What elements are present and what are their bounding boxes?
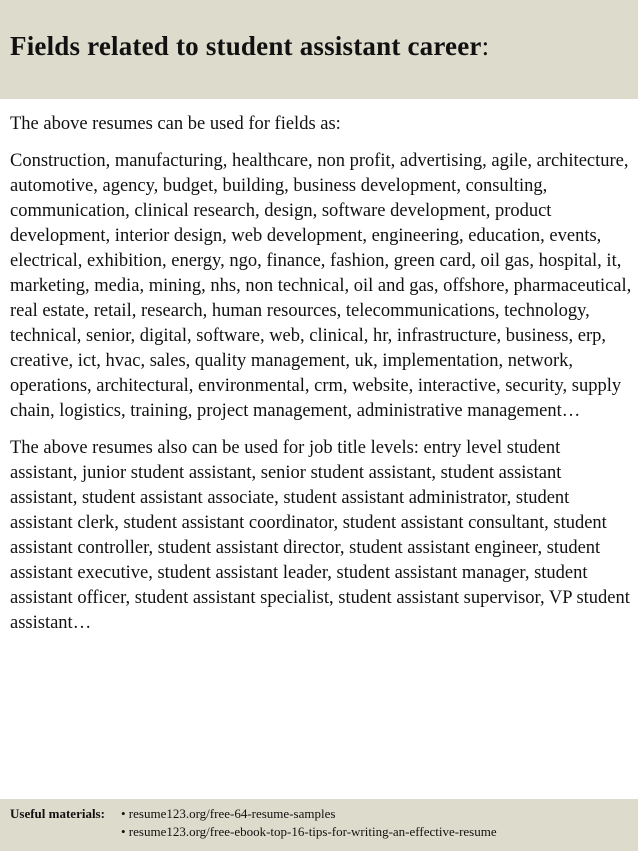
- useful-materials-label: Useful materials: [10, 806, 101, 821]
- useful-materials-list: [121, 805, 497, 841]
- useful-material-link[interactable]: • resume123.org/free-64-resume-samples: [121, 806, 336, 821]
- useful-materials-row: [10, 805, 628, 841]
- main-content: [10, 112, 632, 648]
- fields-paragraph: Construction, manufacturing, healthcare, non profit, advertising, agile, architecture, automotive, agency, budget, building, business development, consulting, communication, clinical research, design, software development, product development, interior design, web development, engineering, education, events, electrical, exhibition, energy, ngo, finance, fashion, green card, oil gas, hospital, it, marketing, media, mining, nhs, non technical, oil and gas, offshore, pharmaceutical, real estate, retail, research, human resources, telecommunications, technology, technical, senior, digital, software, web, clinical, hr, infrastructure, business, erp, creative, ict, hvac, sales, quality management, uk, implementation, network, operations, architectural, environmental, crm, website, interactive, security, supply chain, logistics, training, project management, administrative management…: [10, 151, 632, 421]
- page-title-text: Fields related to student assistant career: [10, 31, 482, 61]
- intro-text: The above resumes can be used for fields as:: [10, 114, 341, 134]
- useful-material-link[interactable]: • resume123.org/free-ebook-top-16-tips-for-writing-an-effective-resume: [121, 824, 497, 839]
- useful-materials-footer: [0, 799, 638, 851]
- title-banner: [0, 0, 638, 99]
- job-titles-paragraph: The above resumes also can be used for job title levels: entry level student assistant, junior student assistant, senior student assistant, student assistant assistant, student assistant associate, student assistant administrator, student assistant clerk, student assistant coordinator, student assistant consultant, student assistant controller, student assistant director, student assistant engineer, student assistant executive, student assistant leader, student assistant manager, student assistant officer, student assistant specialist, student assistant supervisor, VP student assistant…: [10, 438, 630, 633]
- useful-materials-label-group: [10, 805, 121, 841]
- useful-materials-label-colon: :: [100, 806, 105, 821]
- page-title-colon: :: [481, 31, 490, 61]
- page-title: [10, 29, 628, 63]
